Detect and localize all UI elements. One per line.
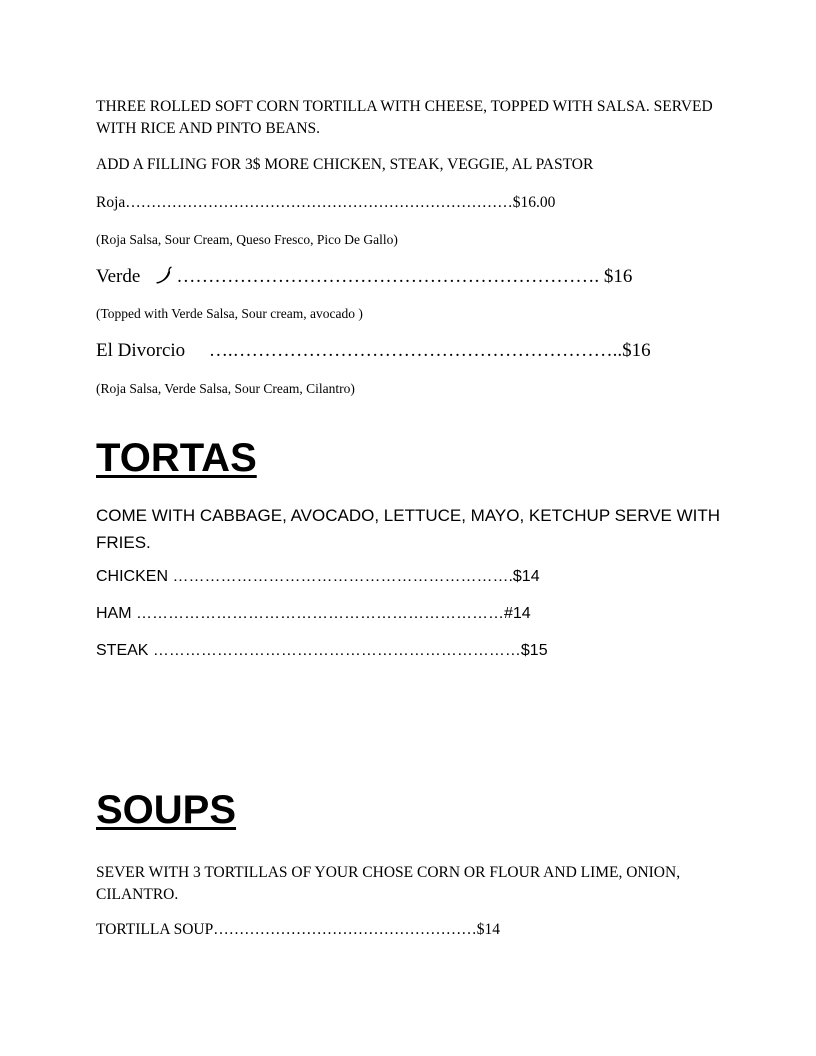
menu-item-roja: Roja…………………………………………………………………$16.00 <box>96 194 556 211</box>
menu-item-chicken: CHICKEN ……………………………………………………….$14 <box>96 568 540 585</box>
soups-description: SEVER WITH 3 TORTILLAS OF YOUR CHOSE CORN OR FLOUR AND LIME, ONION, CILANTRO. <box>96 864 681 903</box>
menu-item-verde-leader: …………………………………………………………. $16 <box>176 266 633 287</box>
filling-note: ADD A FILLING FOR 3$ MORE CHICKEN, STEAK, VEGGIE, AL PASTOR <box>96 156 594 173</box>
menu-item-verde <box>96 265 632 288</box>
menu-item-verde-note: (Topped with Verde Salsa, Sour cream, avocado ) <box>96 306 363 321</box>
menu-item-el-divorcio-note: (Roja Salsa, Verde Salsa, Sour Cream, Cilantro) <box>96 381 355 396</box>
enchiladas-description: THREE ROLLED SOFT CORN TORTILLA WITH CHEESE, TOPPED WITH SALSA. SERVED WITH RICE AND PINTO BEANS. <box>96 98 713 137</box>
menu-item-tortilla-soup: TORTILLA SOUP……………………………………………$14 <box>96 921 500 938</box>
section-title-tortas: TORTAS <box>96 436 257 480</box>
menu-item-ham: HAM ……………………………………………………………#14 <box>96 605 531 622</box>
menu-item-verde-name: Verde <box>96 266 141 287</box>
tortas-description: COME WITH CABBAGE, AVOCADO, LETTUCE, MAYO, KETCHUP SERVE WITH FRIES. <box>96 506 721 552</box>
menu-item-el-divorcio: El Divorcio ….……………………………………………………..$16 <box>96 340 651 361</box>
menu-item-steak: STEAK ……………………………………………………………$15 <box>96 642 548 659</box>
menu-item-roja-note: (Roja Salsa, Sour Cream, Queso Fresco, Pico De Gallo) <box>96 232 398 247</box>
chili-pepper-icon <box>154 265 174 285</box>
section-title-soups: SOUPS <box>96 788 237 832</box>
